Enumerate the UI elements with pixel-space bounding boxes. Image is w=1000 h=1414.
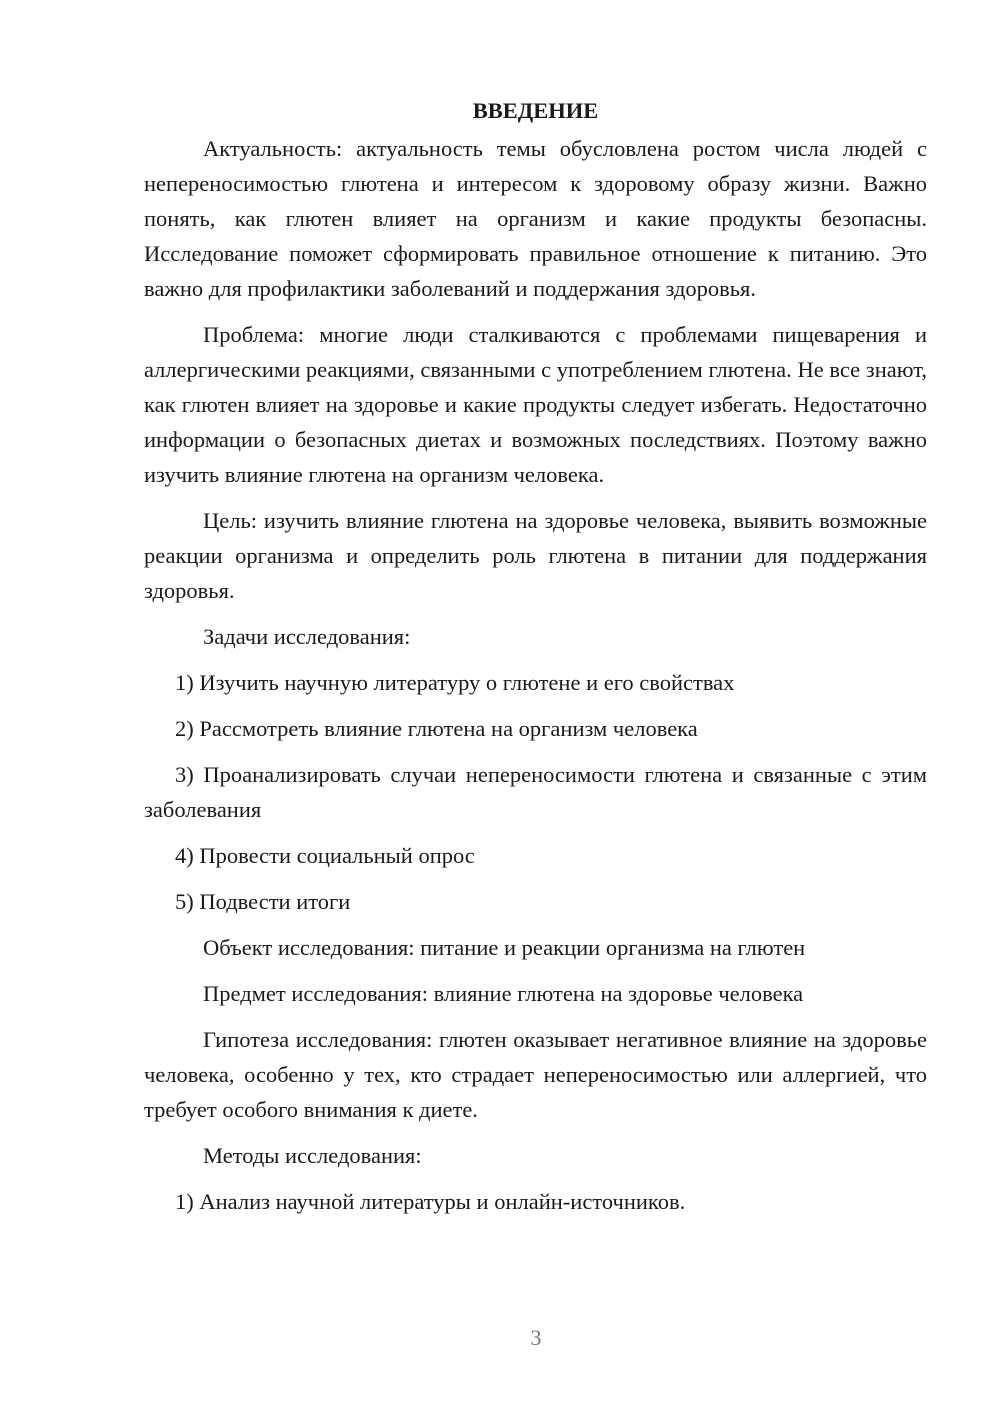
task-item: 3) Проанализировать случаи непереносимости глютена и связанные с этим заболевания xyxy=(144,762,927,822)
relevance-paragraph: Актуальность: актуальность темы обусловлена ростом числа людей с непереносимостью глютена и интересом к здоровому образу жизни. Важно понять, как глютен влияет на организм и какие продукты безопасны. Исследование поможет сформировать правильное отношение к питанию. Это важно для профилактики заболеваний и поддержания здоровья. xyxy=(144,136,927,301)
tasks-title: Задачи исследования: xyxy=(203,624,411,649)
task-item: 1) Изучить научную литературу о глютене и его свойствах xyxy=(175,670,735,695)
page-number: 3 xyxy=(530,1325,542,1350)
task-item: 2) Рассмотреть влияние глютена на организм человека xyxy=(175,716,698,741)
object-paragraph: Объект исследования: питание и реакции организма на глютен xyxy=(203,935,806,960)
goal-paragraph: Цель: изучить влияние глютена на здоровье человека, выявить возможные реакции организма и определить роль глютена в питании для поддержания здоровья. xyxy=(144,508,927,603)
task-item: 5) Подвести итоги xyxy=(175,889,351,914)
subject-paragraph: Предмет исследования: влияние глютена на здоровье человека xyxy=(203,981,804,1006)
task-item: 4) Провести социальный опрос xyxy=(175,843,475,868)
hypothesis-paragraph: Гипотеза исследования: глютен оказывает негативное влияние на здоровье человека, особенно у тех, кто страдает непереносимостью или аллергией, что требует особого внимания к диете. xyxy=(144,1027,927,1122)
problem-paragraph: Проблема: многие люди сталкиваются с проблемами пищеварения и аллергическими реакциями, связанными с употреблением глютена. Не все знают, как глютен влияет на здоровье и какие продукты следует избегать. Недостаточно информации о безопасных диетах и возможных последствиях. Поэтому важно изучить влияние глютена на организм человека. xyxy=(144,322,927,487)
page-content xyxy=(144,93,927,1230)
method-item: 1) Анализ научной литературы и онлайн-источников. xyxy=(175,1189,686,1214)
methods-title: Методы исследования: xyxy=(203,1143,422,1168)
section-heading: ВВЕДЕНИЕ xyxy=(472,98,599,123)
